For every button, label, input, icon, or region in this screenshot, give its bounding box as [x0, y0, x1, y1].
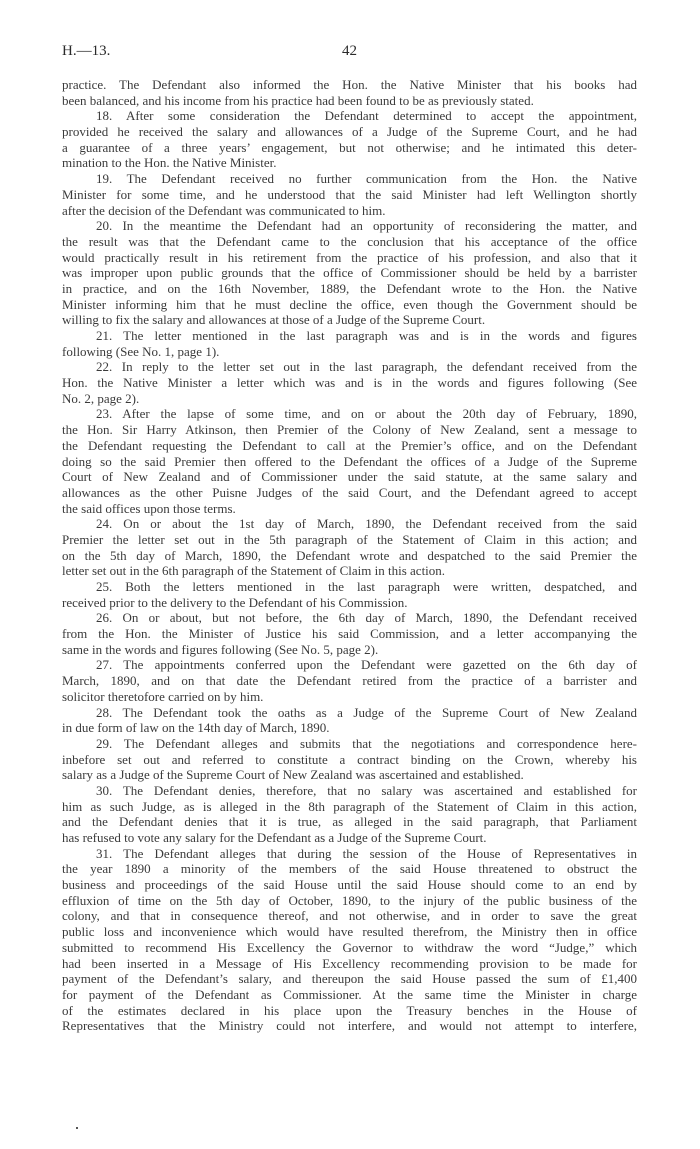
text-line: 30. The Defendant denies, therefore, that no salary was ascertained and established for [96, 782, 637, 798]
text-line: of the estimates declared in his place upon the Treasury benches in the House of [62, 1002, 637, 1018]
text-line: in due form of law on the 14th day of March, 1890. [62, 720, 330, 736]
text-line: Minister informing him that he must decline the office, even though the Government should be [62, 296, 637, 312]
text-line: was improper upon public grounds that the office of Commissioner should be held by a barrister [62, 265, 637, 281]
text-line: Premier the letter set out in the 5th paragraph of the Statement of Claim in this action; and [62, 531, 637, 547]
text-line: on the 5th day of March, 1890, the Defendant wrote and despatched to the said Premier the [62, 547, 637, 563]
text-line: 28. The Defendant took the oaths as a Judge of the Supreme Court of New Zealand [96, 704, 637, 720]
page-number: 42 [342, 43, 357, 59]
text-line: effluxion of time on the 5th day of October, 1890, to the injury of the public business of the [62, 892, 637, 908]
text-line: business and proceedings of the said House until the said House should come to an end by [62, 877, 637, 893]
text-line: the Defendant requesting the Defendant to call at the Premier’s office, and on the Defendant [62, 437, 637, 453]
scan-speck [76, 1127, 78, 1129]
text-line: allowances as the other Puisne Judges of the said Court, and the Defendant agreed to accept [62, 484, 637, 500]
text-line: provided he received the salary and allowances of a Judge of the Supreme Court, and he had [62, 124, 637, 140]
text-line: public loss and inconvenience which would have resulted therefrom, the Ministry then in office [62, 924, 637, 940]
text-line: 23. After the lapse of some time, and on or about the 20th day of February, 1890, [96, 406, 637, 422]
text-line: would practically result in his retirement from the practice of his profession, and also that it [62, 249, 637, 265]
text-line: 19. The Defendant received no further communication from the Hon. the Native [96, 171, 637, 187]
page-header [62, 43, 637, 61]
paragraph [62, 846, 637, 1034]
text-line: Court of New Zealand and of Commissioner under the said statute, at the same salary and [62, 469, 637, 485]
text-line: 29. The Defendant alleges and submits that the negotiations and correspondence here- [96, 735, 637, 751]
paragraph [62, 108, 637, 171]
paragraph [62, 610, 637, 657]
text-line: doing so the said Premier then offered to the Defendant the offices of a Judge of the Supreme [62, 453, 637, 469]
paragraph [62, 171, 637, 218]
text-line: practice. The Defendant also informed the Hon. the Native Minister that his books had [62, 77, 637, 92]
text-line: been balanced, and his income from his practice had been found to be as previously stated. [62, 92, 534, 108]
text-line: 31. The Defendant alleges that during the session of the House of Representatives in [96, 845, 637, 861]
document-body [62, 77, 637, 1034]
paragraph [62, 406, 637, 516]
paragraph [62, 783, 637, 846]
text-line: 24. On or about the 1st day of March, 1890, the Defendant received from the said [96, 516, 637, 532]
text-line: letter set out in the 6th paragraph of the Statement of Claim in this action. [62, 563, 446, 579]
text-line: Minister for some time, and he understood that the said Minister had left Wellington shortly [62, 186, 637, 202]
text-line: colony, and that in consequence thereof, and not otherwise, and in order to save the great [62, 908, 637, 924]
text-line: inbefore set out and referred to constitute a contract binding on the Crown, whereby his [62, 751, 637, 767]
paragraph [62, 77, 637, 108]
text-line: solicitor theretofore carried on by him. [62, 688, 264, 704]
text-line: 25. Both the letters mentioned in the last paragraph were written, despatched, and [96, 579, 637, 594]
text-line: mination to the Hon. the Native Minister. [62, 155, 277, 171]
paragraph [62, 359, 637, 406]
text-line: 22. In reply to the letter set out in the last paragraph, the defendant received from the [96, 359, 637, 375]
paragraph [62, 657, 637, 704]
paragraph [62, 516, 637, 579]
text-line: salary as a Judge of the Supreme Court of New Zealand was ascertained and established. [62, 767, 524, 783]
text-line: from the Hon. the Minister of Justice his said Commission, and a letter accompanying the [62, 626, 637, 642]
text-line: Representatives that the Ministry could not interfere, and would not attempt to interfere, [62, 1018, 637, 1034]
text-line: No. 2, page 2). [62, 390, 140, 406]
text-line: the result was that the Defendant came to the conclusion that his acceptance of the office [62, 233, 637, 249]
text-line: 26. On or about, but not before, the 6th day of March, 1890, the Defendant received [96, 610, 637, 626]
text-line: after the decision of the Defendant was communicated to him. [62, 202, 386, 218]
text-line: had been inserted in a Message of His Excellency recommending provision to be made for [62, 955, 637, 971]
document-reference: H.—13. [62, 43, 111, 59]
paragraph [62, 736, 637, 783]
text-line: for payment of the Defendant as Commissioner. At the same time the Minister in charge [62, 986, 637, 1002]
paragraph [62, 579, 637, 610]
text-line: him as such Judge, as is alleged in the 8th paragraph of the Statement of Claim in this action, [62, 798, 637, 814]
text-line: same in the words and figures following (See No. 5, page 2). [62, 641, 379, 657]
text-line: 21. The letter mentioned in the last paragraph was and is in the words and figures [96, 328, 637, 343]
text-line: in practice, and on the 16th November, 1889, the Defendant wrote to the Hon. the Native [62, 280, 637, 296]
text-line: 20. In the meantime the Defendant had an opportunity of reconsidering the matter, and [96, 218, 637, 234]
text-line: willing to fix the salary and allowances at those of a Judge of the Supreme Court. [62, 312, 486, 328]
text-line: the Hon. Sir Harry Atkinson, then Premier of the Colony of New Zealand, sent a message to [62, 422, 637, 438]
text-line: following (See No. 1, page 1). [62, 343, 220, 359]
text-line: and the Defendant denies that it is true, as alleged in the said paragraph, that Parliament [62, 814, 637, 830]
text-line: payment of the Defendant’s salary, and thereupon the said House passed the sum of £1,400 [62, 971, 637, 987]
paragraph [62, 218, 637, 328]
text-line: submitted to recommend His Excellency the Governor to withdraw the word “Judge,” which [62, 939, 637, 955]
text-line: 27. The appointments conferred upon the Defendant were gazetted on the 6th day of [96, 657, 637, 673]
text-line: received prior to the delivery to the Defendant of his Commission. [62, 594, 408, 610]
text-line: has refused to vote any salary for the Defendant as a Judge of the Supreme Court. [62, 830, 487, 845]
paragraph [62, 705, 637, 736]
paragraph [62, 328, 637, 359]
text-line: March, 1890, and on that date the Defendant retired from the practice of a barrister and [62, 673, 637, 689]
text-line: 18. After some consideration the Defendant determined to accept the appointment, [96, 108, 637, 124]
text-line: a guarantee of a three years’ engagement, but not otherwise; and he intimated this deter- [62, 139, 637, 155]
text-line: the said offices upon those terms. [62, 500, 236, 516]
text-line: Hon. the Native Minister a letter which was and is in the words and figures following (See [62, 375, 637, 391]
text-line: the year 1890 a minority of the members of the said House threatened to obstruct the [62, 861, 637, 877]
